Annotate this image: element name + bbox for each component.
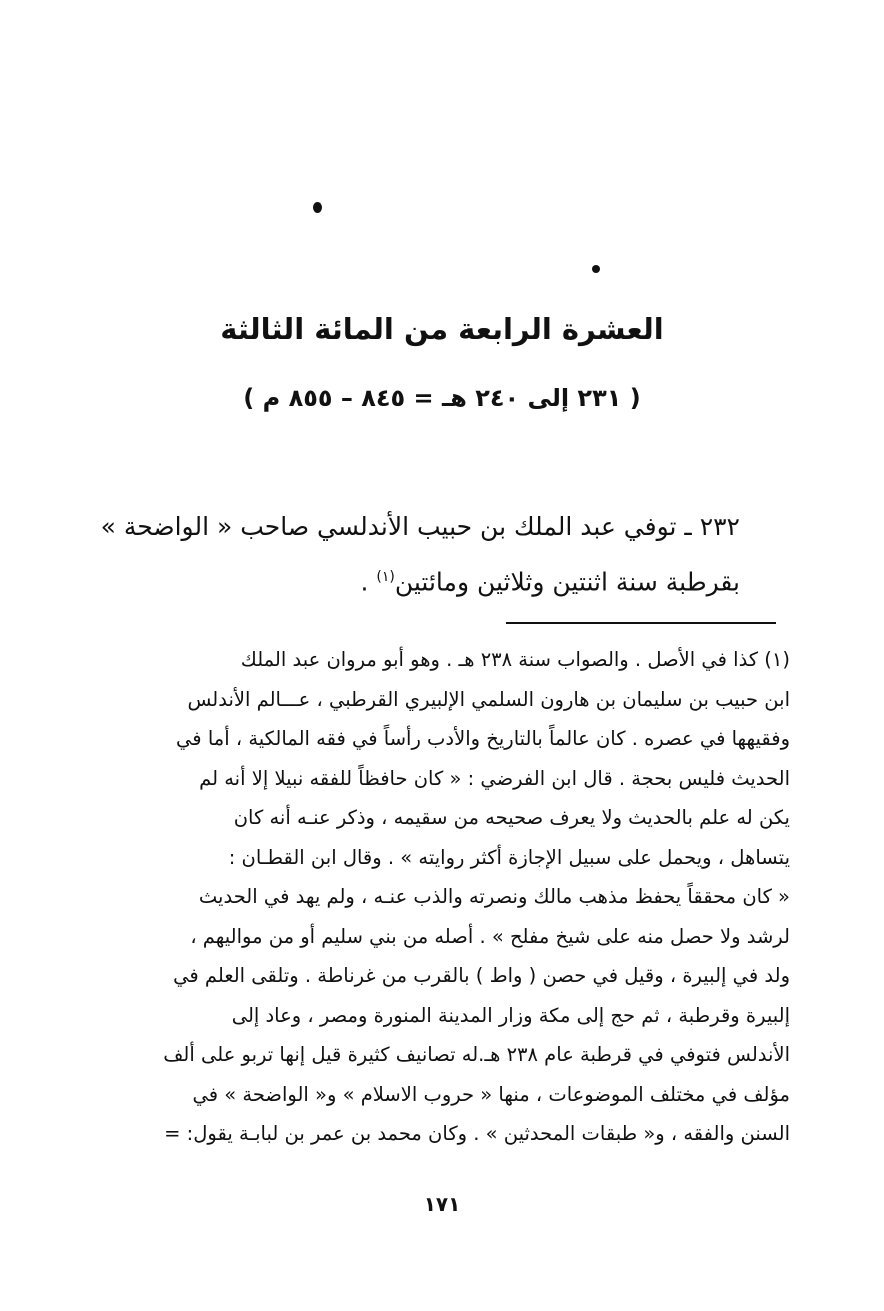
page-number: ١٧١ (423, 1192, 461, 1216)
footnote-line: إلبيرة وقرطبة ، ثم حج إلى مكة وزار المدينة المنورة ومصر ، وعاد إلى (231, 1003, 790, 1027)
footnote (100, 640, 790, 1154)
entry-line (100, 552, 740, 607)
footnote-line: السنن والفقه ، و« طبقات المحدثين » . وكان محمد بن عمر بن لبابـة يقول: = (164, 1122, 790, 1145)
footnote-line: ولد في إلبيرة ، وقيل في حصن ( واط ) بالقرب من غرناطة . وتلقى العلم في (173, 964, 790, 987)
footnote-line: مؤلف في مختلف الموضوعات ، منها « حروب الاسلام » و« الواضحة » في (192, 1082, 790, 1106)
entry-text: بقرطبة سنة اثنتين وثلاثين ومائتين (394, 567, 740, 597)
date-range: ( ٢٣١ إلى ٢٤٠ هـ = ٨٤٥ – ٨٥٥ م ) (243, 384, 641, 412)
footnote-line: « كان محققاً يحفظ مذهب مالك ونصرته والذب عنـه ، ولم يهد في الحديث (198, 885, 790, 908)
footnote-line: الحديث فليس بحجة . قال ابن الفرضي : « كان حافظاً للفقه نبيلا إلا أنه لم (199, 766, 790, 790)
footnote-line: يتساهل ، ويحمل على سبيل الإجازة أكثر روايته » . وقال ابن القطـان : (228, 845, 790, 869)
entry-line: ٢٣٢ ـ توفي عبد الملك بن حبيب الأندلسي صاحب « الواضحة » (100, 512, 740, 541)
entry-text-end: . (360, 567, 377, 597)
footnote-divider (506, 622, 776, 624)
footnote-line: ابن حبيب بن سليمان بن هارون السلمي الإلبيري القرطبي ، عـــالم الأندلس (187, 687, 790, 711)
footnote-line: يكن له علم بالحديث ولا يعرف صحيحه من سقيمه ، وذكر عنـه أنه كان (233, 806, 790, 829)
entry-paragraph (100, 502, 740, 607)
ink-mark (592, 265, 600, 273)
footnote-line: لرشد ولا حصل منه على شيخ مفلح » . أصله من بني سليم أو من مواليهم ، (190, 924, 790, 948)
footnote-reference: (١) (376, 569, 395, 585)
footnote-line: الأندلس فتوفي في قرطبة عام ٢٣٨ هـ.له تصانيف كثيرة قيل إنها تربو على ألف (163, 1043, 790, 1066)
ink-mark (313, 202, 322, 213)
footnote-line: وفقيهها في عصره . كان عالماً بالتاريخ والأدب رأساً في فقه المالكية ، أما في (176, 727, 790, 750)
footnote-line: (١) كذا في الأصل . والصواب سنة ٢٣٨ هـ . وهو أبو مروان عبد الملك (240, 648, 790, 671)
section-title: العشرة الرابعة من المائة الثالثة (220, 312, 664, 346)
